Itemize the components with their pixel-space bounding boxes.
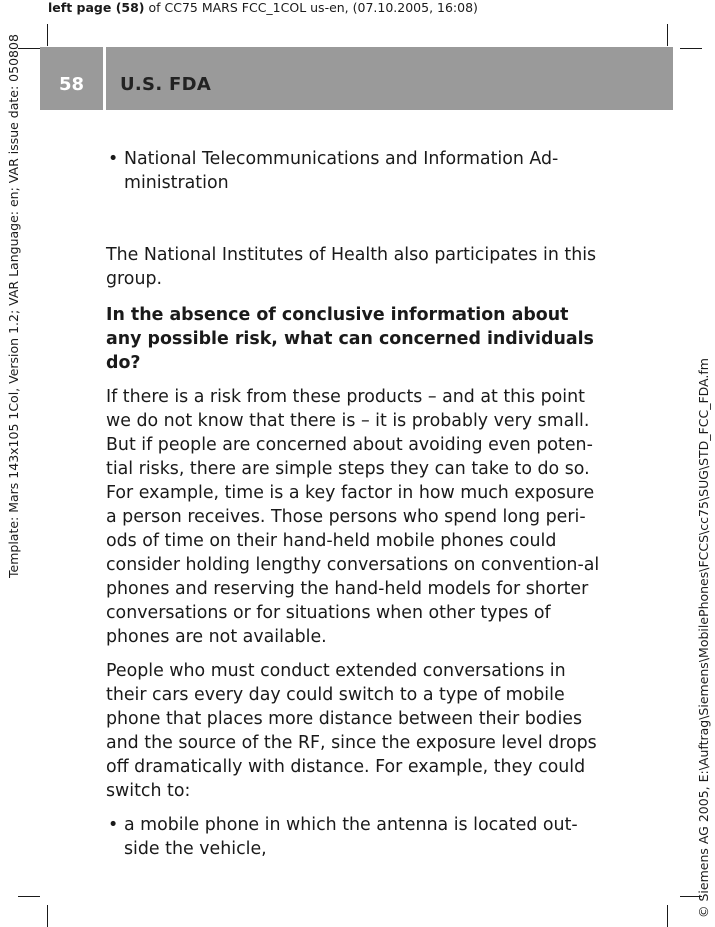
list-item-text: National Telecommunications and Information Ad-ministration <box>124 149 559 193</box>
paragraph: People who must conduct extended conversations in their cars every day could switch to a type of mobile phone that places more distance between their bodies and the source of the RF, since the exposure level drops off dramatically with distance. For example, they could switch to: <box>106 661 597 801</box>
section-title: U.S. FDA <box>120 74 212 95</box>
page-side-label: left page (58) <box>48 0 145 15</box>
list-item-text: a mobile phone in which the antenna is located out-side the vehicle, <box>124 815 578 859</box>
crop-mark-bottom-left-vertical <box>47 905 48 927</box>
header-divider <box>103 47 106 110</box>
list-item <box>106 147 606 195</box>
template-info: Template: Mars 143x105 1Col, Version 1.2; VAR Language: en; VAR issue date: 050808 <box>6 34 21 578</box>
document-info: of CC75 MARS FCC_1COL us-en, (07.10.2005, 16:08) <box>144 0 478 15</box>
page-number: 58 <box>58 74 85 95</box>
crop-mark-bottom-right-vertical <box>667 905 668 927</box>
paragraph: If there is a risk from these products – and at this point we do not know that there is – it is probably very small. But if people are concerned about avoiding even poten-tial risks, there are simple steps they can take to do so. For example, time is a key factor in how much exposure a person receives. Those persons who spend long peri-ods of time on their hand-held mobile phones could consider holding lengthy conversations on convention-al phones and reserving the hand-held models for shorter conversations or for situations when other types of phones are not available. <box>106 387 600 647</box>
copyright-path: © Siemens AG 2005, E:\Auftrag\Siemens\MobilePhones\FCCS\cc75\SUG\STD_FCC_FDA.fm <box>696 358 711 918</box>
page-content <box>106 147 606 861</box>
crop-mark-top-right-horizontal <box>680 48 702 49</box>
bullet-icon: • <box>108 149 119 169</box>
paragraph: The National Institutes of Health also participates in this group. <box>106 245 597 289</box>
crop-mark-top-left-vertical <box>47 24 48 46</box>
question-heading: In the absence of conclusive information about any possible risk, what can concerned individuals do? <box>106 305 594 373</box>
print-metadata-line <box>48 0 478 16</box>
list-item <box>106 813 606 861</box>
bullet-icon: • <box>108 815 119 835</box>
crop-mark-top-right-vertical <box>667 24 668 46</box>
crop-mark-bottom-left-horizontal <box>18 896 40 897</box>
